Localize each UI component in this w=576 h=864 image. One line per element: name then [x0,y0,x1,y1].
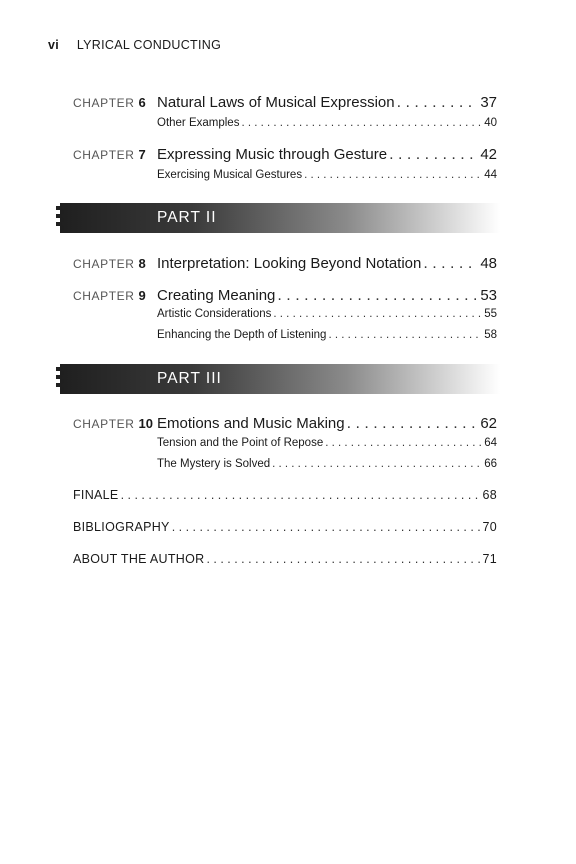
leader-dots [325,437,482,449]
leader-dots [241,117,482,129]
toc-section[interactable] [157,437,497,455]
page-ref: 48 [480,255,497,272]
page-ref: 70 [482,520,497,534]
leader-dots [206,552,480,566]
part-label: PART III [157,370,222,387]
toc-section[interactable] [157,308,497,326]
leader-dots [389,146,478,164]
leader-dots [273,308,482,320]
chapter-title: Expressing Music through Gesture [157,146,388,163]
page-number: vi [48,38,60,52]
running-title: LYRICAL CONDUCTING [76,38,222,52]
leader-dots [423,255,478,273]
page-ref: 71 [482,552,497,566]
chapter-word: CHAPTER [73,96,135,110]
leader-dots [277,287,478,305]
chapter-label [73,416,157,431]
leader-dots [272,458,482,470]
page-header [48,38,221,52]
page-ref: 62 [480,415,497,432]
section-title: Tension and the Point of Repose [157,437,324,449]
chapter-word: CHAPTER [73,148,135,162]
chapter-title: Emotions and Music Making [157,415,345,432]
back-matter-title: ABOUT THE AUTHOR [73,552,205,566]
chapter-title: Interpretation: Looking Beyond Notation [157,255,422,272]
chapter-word: CHAPTER [73,417,135,431]
chapter-number: 9 [138,288,146,303]
page-ref: 64 [484,437,497,449]
ornament-icon [56,367,68,391]
chapter-label [73,256,157,271]
toc-bibliography[interactable] [73,520,497,540]
toc-chapter-9[interactable] [73,287,497,309]
toc-about-the-author[interactable] [73,552,497,572]
ornament-icon [56,206,68,230]
leader-dots [304,169,482,181]
toc-chapter-6[interactable] [73,94,497,116]
leader-dots [347,415,479,433]
toc-section[interactable] [157,458,497,476]
page-ref: 53 [480,287,497,304]
chapter-title: Creating Meaning [157,287,276,304]
page-ref: 55 [484,308,497,320]
part-heading-2 [60,203,500,233]
page-ref: 44 [484,169,497,181]
chapter-word: CHAPTER [73,257,135,271]
leader-dots [328,329,482,341]
chapter-label [73,288,157,303]
section-title: Artistic Considerations [157,308,272,320]
chapter-word: CHAPTER [73,289,135,303]
section-title: Enhancing the Depth of Listening [157,329,327,341]
page-ref: 37 [480,94,497,111]
toc-section[interactable] [157,117,497,135]
leader-dots [397,94,479,112]
chapter-number: 7 [138,147,146,162]
toc-finale[interactable] [73,488,497,508]
section-title: Other Examples [157,117,240,129]
page-ref: 66 [484,458,497,470]
page-ref: 42 [480,146,497,163]
toc-section[interactable] [157,169,497,187]
chapter-title: Natural Laws of Musical Expression [157,94,395,111]
toc-chapter-10[interactable] [73,415,497,437]
chapter-label [73,147,157,162]
toc-section[interactable] [157,329,497,347]
page-ref: 40 [484,117,497,129]
part-label: PART II [157,209,217,226]
section-title: Exercising Musical Gestures [157,169,303,181]
page-ref: 58 [484,329,497,341]
toc-chapter-8[interactable] [73,255,497,277]
leader-dots [172,520,481,534]
page-ref: 68 [482,488,497,502]
section-title: The Mystery is Solved [157,458,271,470]
toc-chapter-7[interactable] [73,146,497,168]
leader-dots [121,488,481,502]
chapter-number: 6 [138,95,146,110]
back-matter-title: BIBLIOGRAPHY [73,520,170,534]
part-heading-3 [60,364,500,394]
chapter-number: 8 [138,256,146,271]
back-matter-title: FINALE [73,488,119,502]
chapter-number: 10 [138,416,153,431]
chapter-label [73,95,157,110]
